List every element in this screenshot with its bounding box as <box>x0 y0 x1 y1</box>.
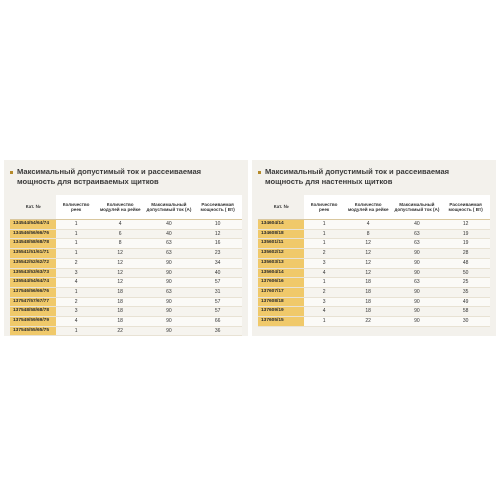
cell-cat-no: 137608/18 <box>258 297 304 307</box>
cell-modules: 8 <box>96 239 145 249</box>
cell-power: 12 <box>193 229 242 239</box>
panel-built-in-boxes <box>4 160 248 336</box>
cell-max-current: 90 <box>393 287 442 297</box>
cell-max-current: 63 <box>393 278 442 288</box>
cell-modules: 18 <box>96 307 145 317</box>
table-row <box>10 297 242 307</box>
cell-cat-no: 137548/58/68/78 <box>10 307 56 317</box>
cell-cat-no: 135544/54/64/74 <box>10 278 56 288</box>
cell-max-current: 90 <box>145 297 194 307</box>
table-row <box>10 326 242 336</box>
cell-power: 30 <box>441 317 490 327</box>
cell-rails: 1 <box>304 229 343 239</box>
cell-power: 35 <box>441 287 490 297</box>
cell-rails: 4 <box>56 278 95 288</box>
cell-cat-no: 137549/59/69/79 <box>10 317 56 327</box>
cell-power: 50 <box>441 268 490 278</box>
cell-cat-no: 134604/14 <box>258 220 304 230</box>
table-row <box>10 229 242 239</box>
cell-modules: 18 <box>344 278 393 288</box>
cell-modules: 12 <box>344 268 393 278</box>
cell-modules: 4 <box>96 220 145 230</box>
cell-modules: 18 <box>96 287 145 297</box>
cell-cat-no: 135543/53/63/73 <box>10 268 56 278</box>
cell-modules: 4 <box>344 220 393 230</box>
cell-power: 49 <box>441 297 490 307</box>
table-row <box>258 297 490 307</box>
panel-title <box>258 167 490 186</box>
cell-modules: 12 <box>96 278 145 288</box>
cell-power: 10 <box>193 220 242 230</box>
cell-max-current: 90 <box>393 268 442 278</box>
cell-power: 28 <box>441 249 490 259</box>
cell-modules: 18 <box>344 307 393 317</box>
cell-max-current: 90 <box>393 258 442 268</box>
cell-modules: 6 <box>96 229 145 239</box>
cell-cat-no: 137546/56/66/76 <box>10 287 56 297</box>
spec-table <box>10 195 242 336</box>
cell-max-current: 90 <box>145 326 194 336</box>
cell-rails: 1 <box>56 326 95 336</box>
table-row <box>10 239 242 249</box>
cell-max-current: 40 <box>145 220 194 230</box>
cell-rails: 1 <box>304 239 343 249</box>
cell-modules: 18 <box>96 297 145 307</box>
cell-modules: 18 <box>96 317 145 327</box>
cell-power: 23 <box>193 249 242 259</box>
cell-max-current: 40 <box>393 220 442 230</box>
table-row <box>10 278 242 288</box>
cell-cat-no: 135604/14 <box>258 268 304 278</box>
cell-max-current: 90 <box>145 307 194 317</box>
cell-modules: 22 <box>344 317 393 327</box>
cell-modules: 22 <box>96 326 145 336</box>
cell-cat-no: 137606/16 <box>258 278 304 288</box>
cell-power: 19 <box>441 229 490 239</box>
cell-max-current: 90 <box>145 278 194 288</box>
cell-power: 12 <box>441 220 490 230</box>
cell-power: 19 <box>441 239 490 249</box>
cell-rails: 1 <box>56 220 95 230</box>
cell-max-current: 90 <box>145 268 194 278</box>
table-row <box>258 317 490 327</box>
cell-max-current: 63 <box>145 239 194 249</box>
cell-rails: 3 <box>304 258 343 268</box>
header-modules: Количество модулей на рейке <box>96 195 145 220</box>
cell-rails: 4 <box>304 307 343 317</box>
cell-power: 57 <box>193 307 242 317</box>
cell-power: 48 <box>441 258 490 268</box>
cell-cat-no: 137605/15 <box>258 317 304 327</box>
cell-rails: 3 <box>56 268 95 278</box>
cell-rails: 2 <box>304 249 343 259</box>
cell-max-current: 90 <box>393 249 442 259</box>
cell-max-current: 63 <box>393 229 442 239</box>
cell-max-current: 90 <box>145 258 194 268</box>
cell-modules: 12 <box>344 249 393 259</box>
cell-rails: 2 <box>56 297 95 307</box>
cell-cat-no: 137545/55/65/75 <box>10 326 56 336</box>
table-row <box>10 249 242 259</box>
table-row <box>258 220 490 230</box>
cell-rails: 1 <box>304 317 343 327</box>
cell-modules: 18 <box>344 297 393 307</box>
cell-cat-no: 134546/56/66/76 <box>10 229 56 239</box>
header-max-current: Максимальный допустимый ток (А) <box>145 195 194 220</box>
cell-modules: 12 <box>96 268 145 278</box>
cell-max-current: 90 <box>145 317 194 327</box>
cell-rails: 1 <box>304 220 343 230</box>
spec-table <box>258 195 490 327</box>
cell-power: 36 <box>193 326 242 336</box>
table-row <box>258 239 490 249</box>
table-row <box>258 278 490 288</box>
table-row <box>10 307 242 317</box>
cell-max-current: 90 <box>393 297 442 307</box>
cell-max-current: 90 <box>393 317 442 327</box>
cell-rails: 3 <box>56 307 95 317</box>
panel-heading <box>265 167 449 186</box>
cell-cat-no: 137607/17 <box>258 287 304 297</box>
cell-power: 16 <box>193 239 242 249</box>
cell-max-current: 63 <box>393 239 442 249</box>
cell-cat-no: 135603/13 <box>258 258 304 268</box>
header-modules: Количество модулей на рейке <box>344 195 393 220</box>
cell-rails: 1 <box>56 229 95 239</box>
cell-power: 58 <box>441 307 490 317</box>
table-row <box>258 258 490 268</box>
table-header-row <box>258 195 490 220</box>
cell-modules: 12 <box>96 258 145 268</box>
panel-heading <box>17 167 201 186</box>
table-row <box>10 268 242 278</box>
cell-rails: 1 <box>56 239 95 249</box>
panel-wall-mounted-boxes <box>252 160 496 336</box>
cell-power: 40 <box>193 268 242 278</box>
header-max-current: Максимальный допустимый ток (А) <box>393 195 442 220</box>
table-row <box>10 258 242 268</box>
panel-heading-line2: мощность для настенных щитков <box>265 176 393 186</box>
cell-modules: 12 <box>344 239 393 249</box>
panel-heading-line1: Максимальный допустимый ток и рассеиваемая <box>17 167 202 176</box>
cell-max-current: 40 <box>145 229 194 239</box>
cell-power: 34 <box>193 258 242 268</box>
cell-power: 57 <box>193 297 242 307</box>
square-bullet-icon <box>258 171 261 174</box>
table-row <box>10 317 242 327</box>
cell-rails: 3 <box>304 297 343 307</box>
header-rails: Количество реек <box>56 195 95 220</box>
cell-cat-no: 134608/18 <box>258 229 304 239</box>
cell-cat-no: 137609/19 <box>258 307 304 317</box>
table-row <box>258 249 490 259</box>
header-power: Рассеиваемая мощность ( Вт) <box>193 195 242 220</box>
cell-modules: 12 <box>96 249 145 259</box>
panel-heading-line2: мощность для встраиваемых щитков <box>17 176 159 186</box>
cell-power: 66 <box>193 317 242 327</box>
header-cat-no: Кат. № <box>258 195 304 220</box>
header-power: Рассеиваемая мощность ( Вт) <box>441 195 490 220</box>
cell-max-current: 63 <box>145 287 194 297</box>
table-row <box>258 268 490 278</box>
cell-power: 57 <box>193 278 242 288</box>
table-row <box>258 287 490 297</box>
cell-max-current: 63 <box>145 249 194 259</box>
cell-power: 31 <box>193 287 242 297</box>
cell-cat-no: 137547/57/67/77 <box>10 297 56 307</box>
cell-cat-no: 135542/52/62/72 <box>10 258 56 268</box>
panel-title <box>10 167 242 186</box>
cell-modules: 18 <box>344 287 393 297</box>
header-cat-no: Кат. № <box>10 195 56 220</box>
table-row <box>258 307 490 317</box>
cell-rails: 1 <box>56 287 95 297</box>
cell-cat-no: 134548/58/68/78 <box>10 239 56 249</box>
cell-rails: 2 <box>56 258 95 268</box>
table-row <box>10 287 242 297</box>
cell-cat-no: 134544/54/64/74 <box>10 220 56 230</box>
table-row <box>258 229 490 239</box>
cell-rails: 4 <box>56 317 95 327</box>
cell-modules: 8 <box>344 229 393 239</box>
header-rails: Количество реек <box>304 195 343 220</box>
table-row <box>10 220 242 230</box>
cell-power: 25 <box>441 278 490 288</box>
cell-modules: 12 <box>344 258 393 268</box>
panel-heading-line1: Максимальный допустимый ток и рассеиваемая <box>265 167 450 176</box>
square-bullet-icon <box>10 171 13 174</box>
table-header-row <box>10 195 242 220</box>
cell-cat-no: 135602/12 <box>258 249 304 259</box>
cell-rails: 1 <box>304 278 343 288</box>
cell-rails: 2 <box>304 287 343 297</box>
cell-max-current: 90 <box>393 307 442 317</box>
cell-rails: 1 <box>56 249 95 259</box>
cell-cat-no: 135601/11 <box>258 239 304 249</box>
cell-rails: 4 <box>304 268 343 278</box>
cell-cat-no: 135541/51/61/71 <box>10 249 56 259</box>
